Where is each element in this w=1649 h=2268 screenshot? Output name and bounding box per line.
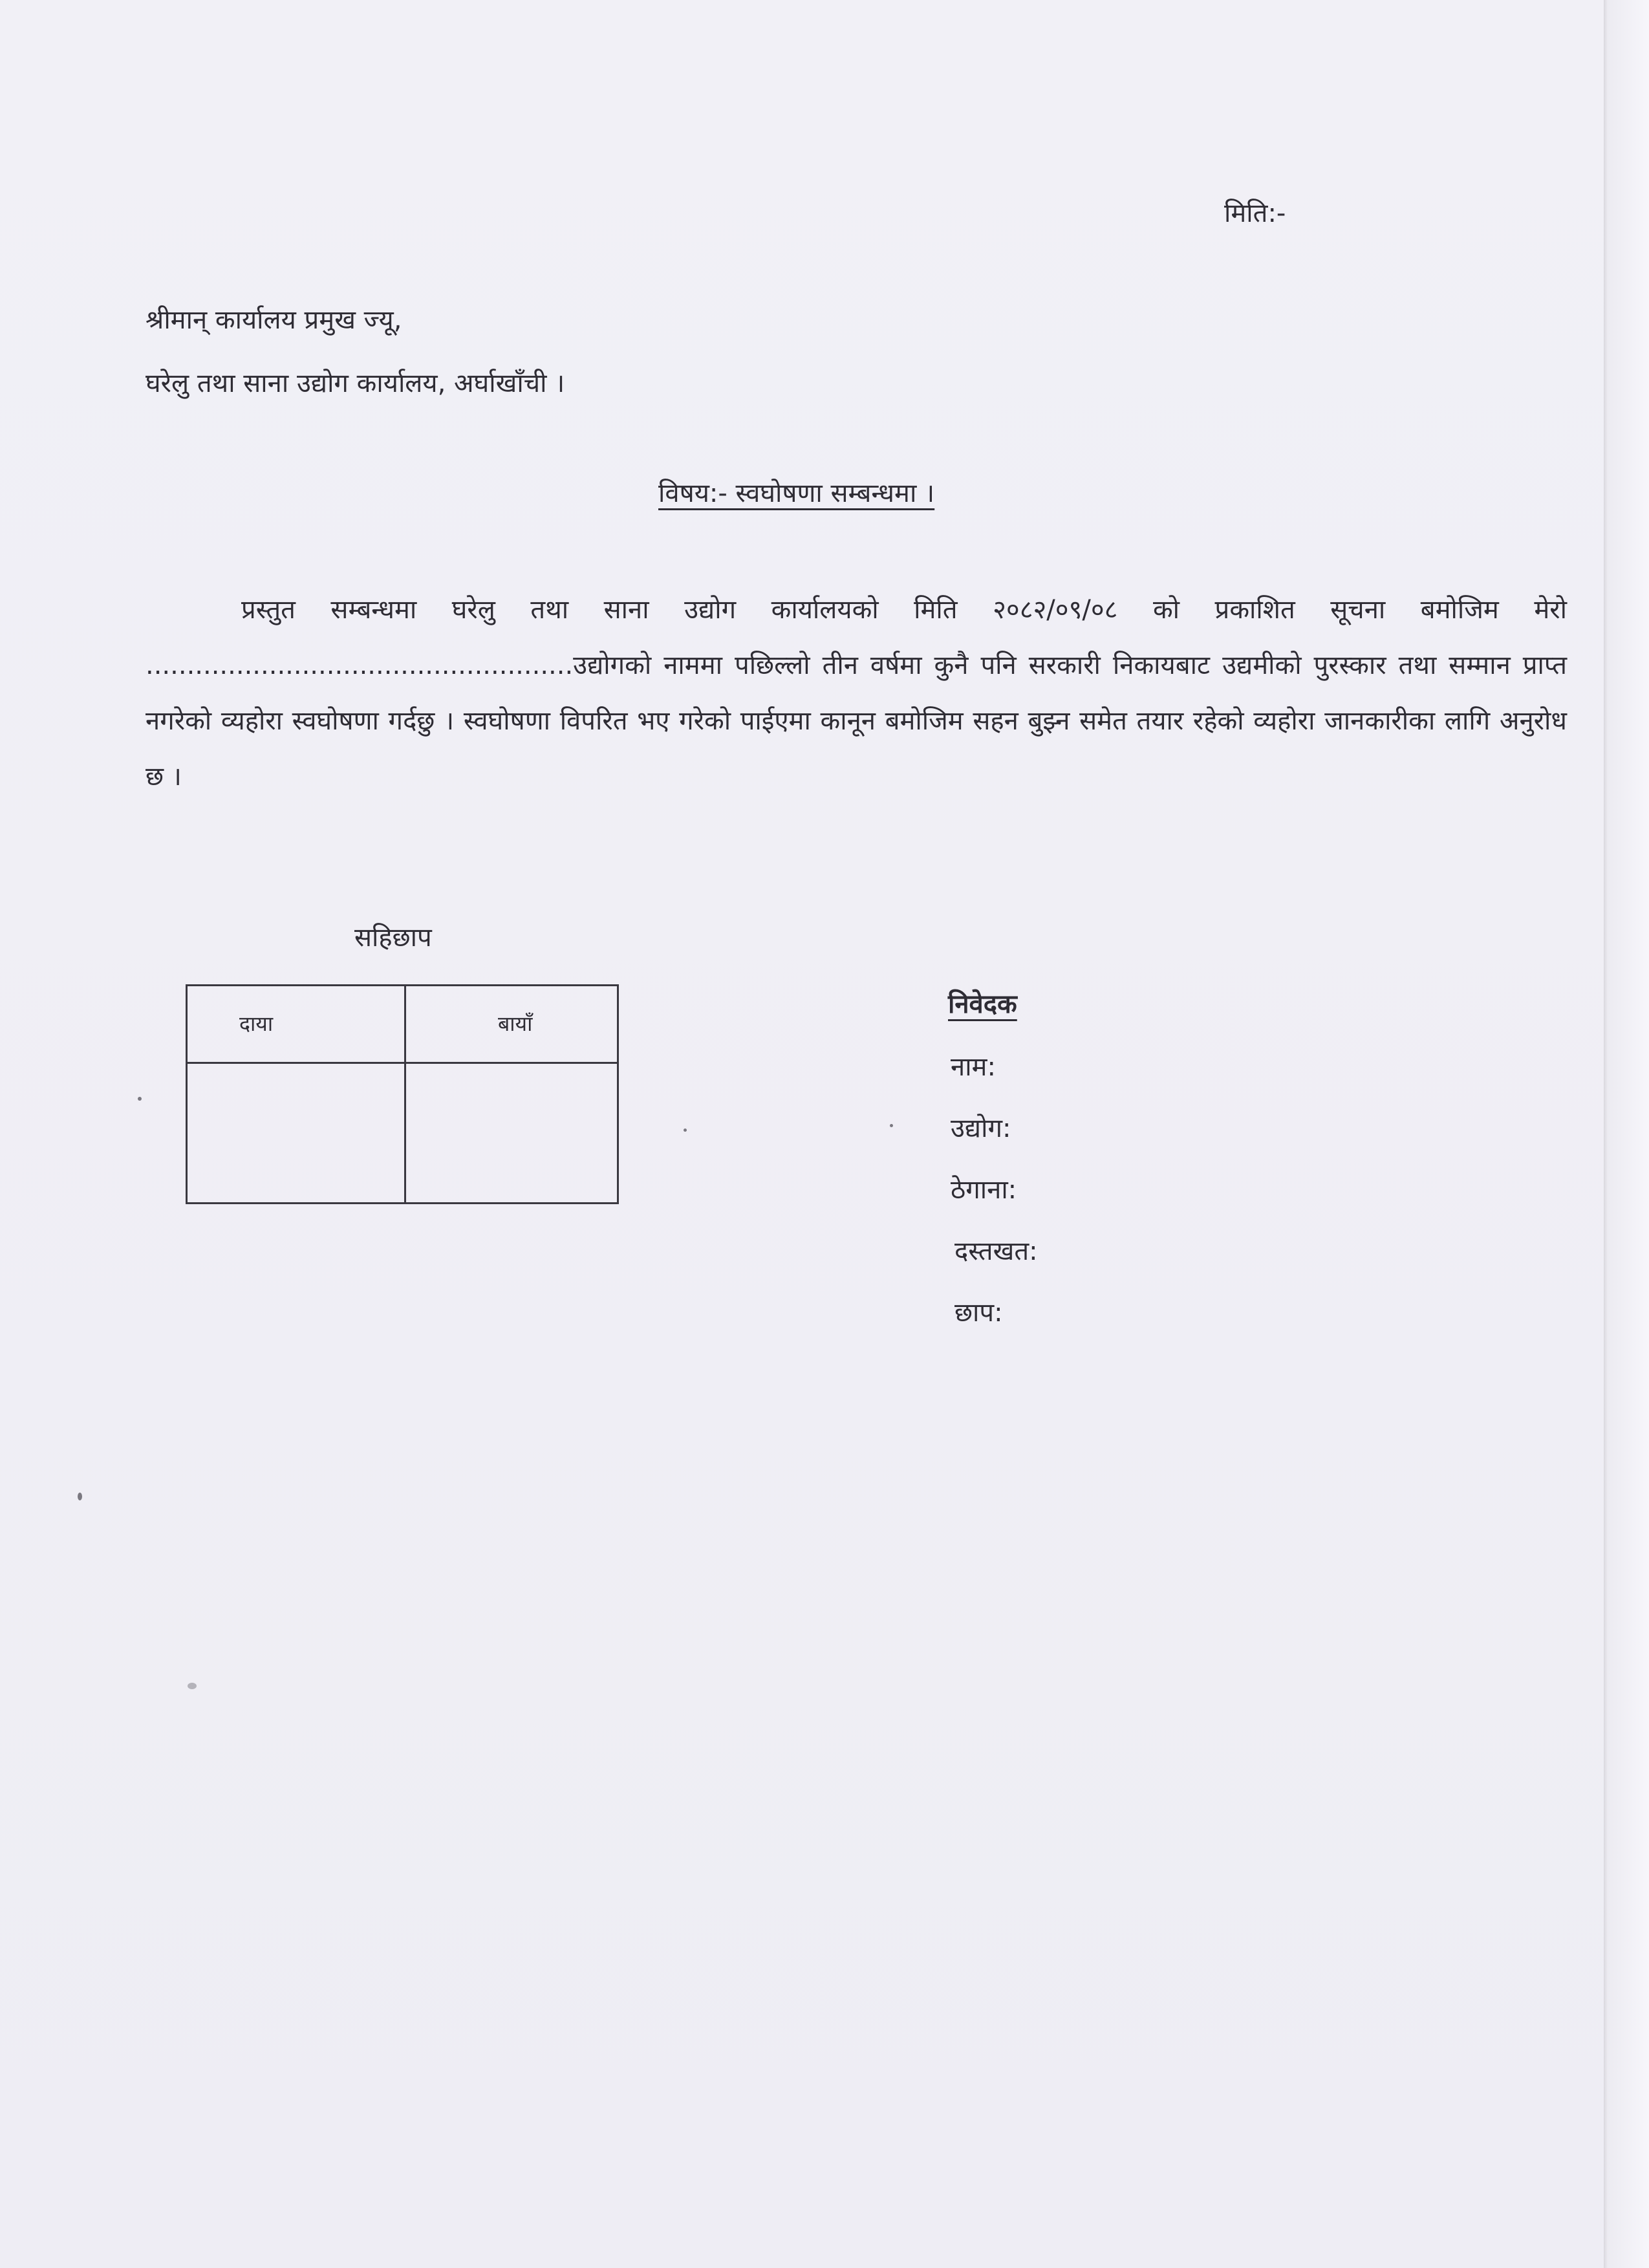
addressee-line-1: श्रीमान् कार्यालय प्रमुख ज्यू,: [146, 305, 402, 335]
applicant-heading: निवेदक: [948, 989, 1017, 1019]
table-divider-horizontal: [188, 1062, 617, 1064]
name-label: नाम:: [951, 1052, 996, 1082]
scan-speck: [684, 1129, 687, 1132]
scan-speck: [78, 1493, 82, 1500]
thumbprint-title: सहिछाप: [354, 923, 432, 953]
stamp-label: छाप:: [954, 1298, 1003, 1328]
body-paragraph: प्रस्तुत सम्बन्धमा घरेलु तथा साना उद्योग कार्यालयको मिति २०८२/०९/०८ को प्रकाशित सूचना बमोजिम मेरो ....................................................उद्योगको नाममा पछिल्लो तीन वर्षमा कुनै पनि सरकारी निकायबाट उद्यमीको पुरस्कार तथा सम्मान प्राप्त नगरेको व्यहोरा स्वघोषणा गर्दछु । स्वघोषणा विपरित भए गरेको पाईएमा कानून बमोजिम सहन बुझ्न समेत तयार रहेको व्यहोरा जानकारीका लागि अनुरोध छ ।: [146, 595, 1567, 792]
scan-speck: [188, 1683, 197, 1689]
signature-label: दस्तखत:: [954, 1237, 1038, 1266]
addressee-line-2: घरेलु तथा साना उद्योग कार्यालय, अर्घाखाँची ।: [146, 369, 565, 398]
scan-speck: [138, 1097, 142, 1101]
scan-speck: [890, 1124, 893, 1127]
thumbprint-left-label: बायाँ: [498, 1011, 533, 1036]
address-label: ठेगाना:: [951, 1175, 1017, 1205]
industry-label: उद्योग:: [951, 1114, 1011, 1143]
subject-line: विषय:- स्वघोषणा सम्बन्धमा ।: [658, 479, 935, 508]
date-label: मिति:-: [1224, 199, 1286, 228]
page-edge-shadow: [1604, 0, 1649, 2268]
thumbprint-table: [186, 984, 619, 1204]
table-divider-vertical: [404, 986, 406, 1202]
thumbprint-right-label: दाया: [239, 1011, 274, 1036]
